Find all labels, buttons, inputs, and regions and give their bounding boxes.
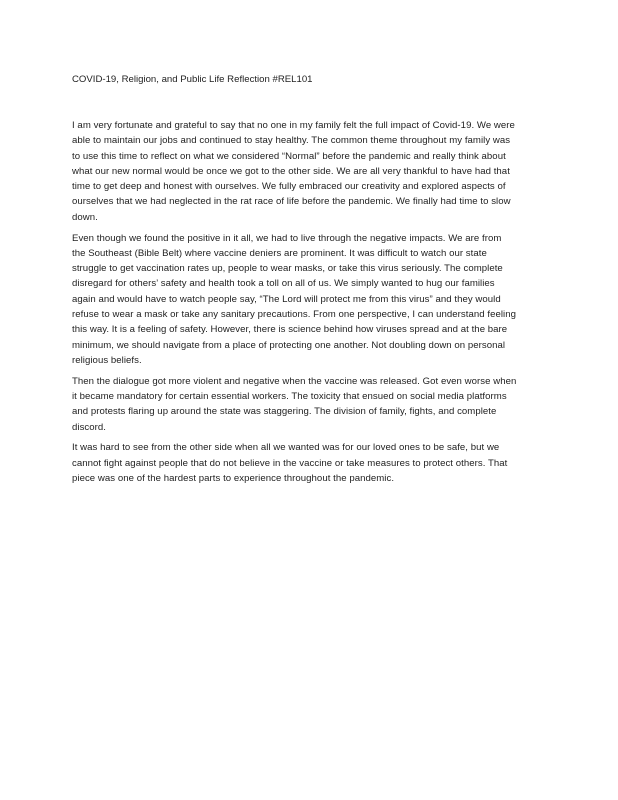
text-line: what our new normal would be once we got to the other side. We are all very thankful to have had that (72, 165, 510, 177)
text-line: it became mandatory for certain essential workers. The toxicity that ensued on social media platforms (72, 391, 507, 403)
paragraph-2 (72, 231, 552, 369)
paragraph-3 (72, 374, 552, 435)
text-line: piece was one of the hardest parts to experience throughout the pandemic. (72, 473, 395, 485)
text-line: able to maintain our jobs and continued to stay healthy. The common theme throughout my family was (72, 135, 511, 147)
text-line: It was hard to see from the other side when all we wanted was for our loved ones to be safe, but we (72, 442, 500, 454)
text-line: I am very fortunate and grateful to say that no one in my family felt the full impact of Covid-19. We were (72, 120, 515, 131)
text-line: refuse to wear a mask or take any sanitary precautions. From one perspective, I can understand feeling (72, 309, 516, 321)
text-line: Even though we found the positive in it all, we had to live through the negative impacts. We are from (72, 232, 502, 244)
text-line: and protests flaring up around the state was staggering. The division of family, fights, and complete (72, 406, 497, 418)
text-line: ourselves that we had neglected in the rat race of life before the pandemic. We finally had time to slow (72, 196, 511, 208)
text-line: time to get deep and honest with ourselves. We fully embraced our creativity and explored aspects of (72, 181, 506, 193)
text-line: down. (72, 211, 98, 223)
text-line: struggle to get vaccination rates up, people to wear masks, or take this virus seriously. The complete (72, 263, 503, 275)
text-line: the Southeast (Bible Belt) where vaccine deniers are prominent. It was difficult to watch our state (72, 247, 487, 259)
document-title: COVID-19, Religion, and Public Life Reflection #REL101 (72, 74, 313, 85)
document-body (72, 118, 552, 492)
text-line: this way. It is a feeling of safety. However, there is science behind how viruses spread and at the bare (72, 324, 508, 336)
paragraph-1 (72, 118, 552, 225)
text-line: Then the dialogue got more violent and negative when the vaccine was released. Got even worse when (72, 375, 517, 387)
text-line: again and would have to watch people say, “The Lord will protect me from this virus” and they would (72, 293, 501, 305)
text-line: disregard for others’ safety and health took a toll on all of us. We simply wanted to hug our families (72, 278, 495, 290)
paragraph-4 (72, 440, 552, 486)
text-line: cannot fight against people that do not believe in the vaccine or take measures to protect others. That (72, 457, 508, 469)
text-line: minimum, we should navigate from a place of protecting one another. Not doubling down on personal (72, 339, 506, 351)
text-line: religious beliefs. (72, 354, 142, 366)
text-line: discord. (72, 421, 106, 433)
text-line: to use this time to reflect on what we considered “Normal” before the pandemic and really think about (72, 150, 506, 162)
